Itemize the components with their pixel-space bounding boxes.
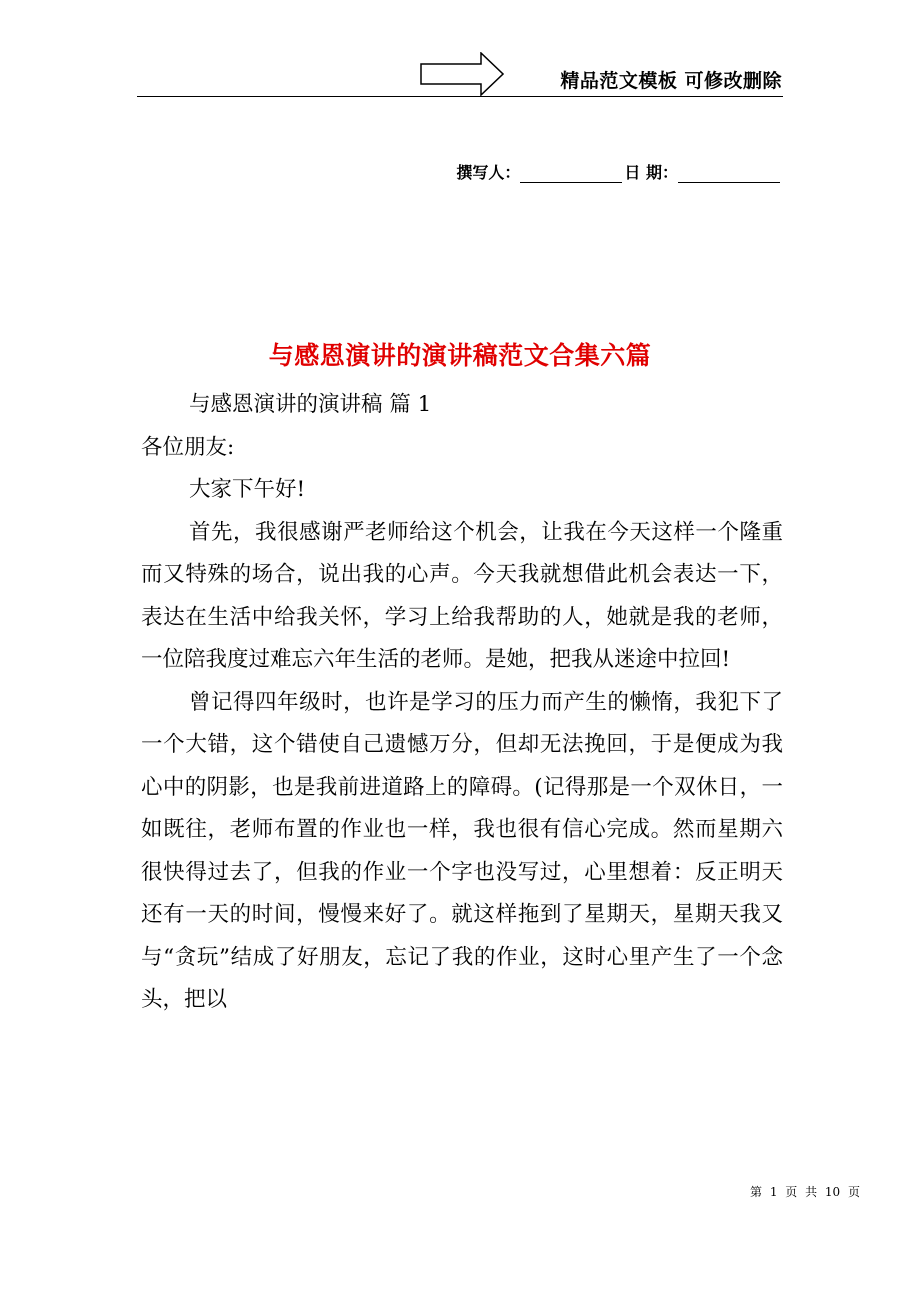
header-divider <box>137 96 783 97</box>
body-paragraph: 首先，我很感谢严老师给这个机会，让我在今天这样一个隆重而又特殊的场合，说出我的心声。今天我就想借此机会表达一下，表达在生活中给我关怀，学习上给我帮助的人，她就是我的老师，一位陪我度过难忘六年生活的老师。是她，把我从迷途中拉回! <box>141 519 783 672</box>
author-label: 撰写人： <box>456 163 521 182</box>
body-paragraph: 曾记得四年级时，也许是学习的压力而产生的懒惰，我犯下了一个大错，这个错使自己遗憾万分，但却无法挽回，于是便成为我心中的阴影，也是我前进道路上的障碍。(记得那是一个双休日，一如既往，老师布置的作业也一样，我也很有信心完成。然而星期六很快得过去了，但我的作业一个字也没写过，心里想着：反正明天还有一天的时间，慢慢来好了。就这样拖到了星期天，星期天我又与“贪玩”结成了好朋友，忘记了我的作业，这时心里产生了一个念头，把以 <box>141 689 783 1012</box>
date-blank <box>678 164 780 183</box>
signature-line <box>456 160 782 183</box>
author-blank <box>520 164 622 183</box>
section-heading: 与感恩演讲的演讲稿 篇 1 <box>189 392 432 417</box>
opening-line: 大家下午好! <box>189 477 306 502</box>
greeting: 各位朋友: <box>141 434 235 460</box>
date-label: 日 期： <box>624 163 678 182</box>
header-label: 精品范文模板 可修改删除 <box>560 70 782 92</box>
document-body <box>141 384 783 1022</box>
page-number: 第 1 页 共 10 页 <box>750 1185 860 1199</box>
document-title: 与感恩演讲的演讲稿范文合集六篇 <box>268 341 652 370</box>
arrow-icon <box>420 52 504 96</box>
